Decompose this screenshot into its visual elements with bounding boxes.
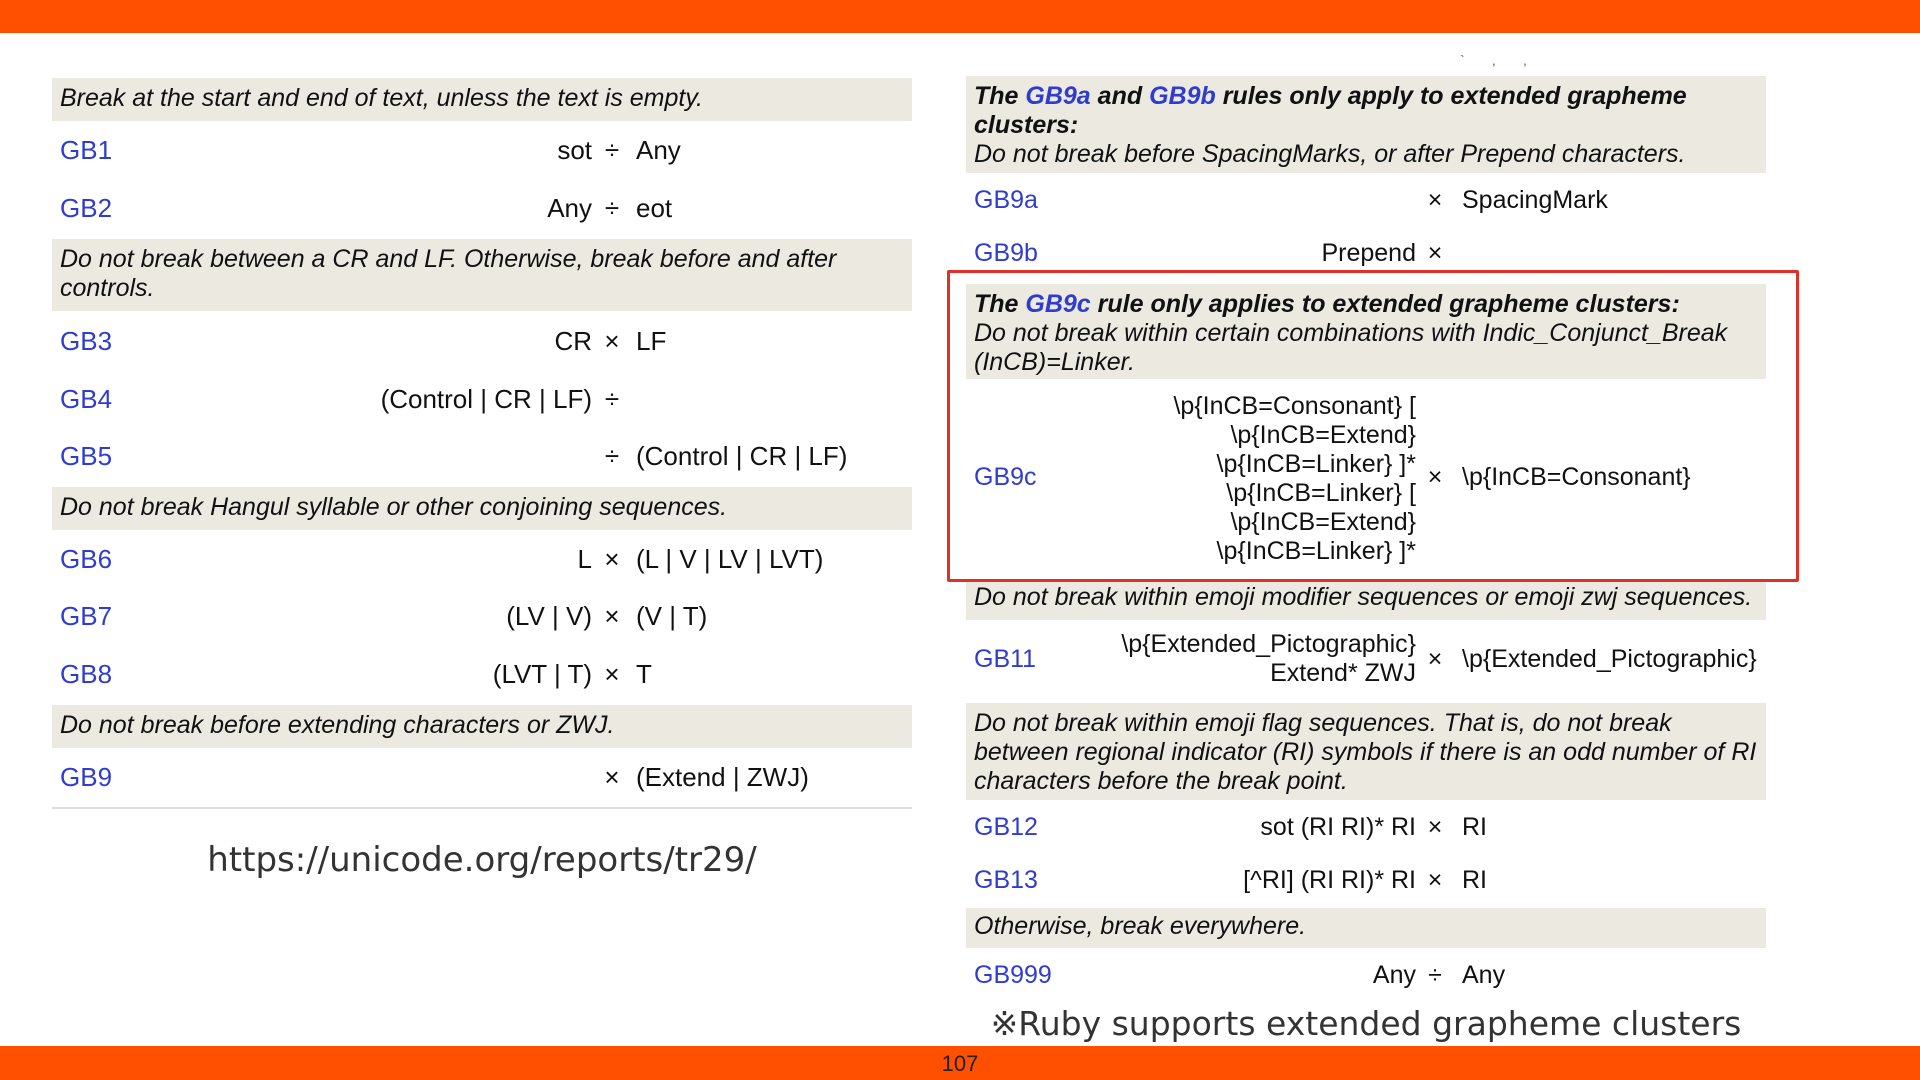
section-header-gb1-gb2: Break at the start and end of text, unless the text is empty. bbox=[52, 78, 912, 121]
section-header-gb9: Do not break before extending characters or ZWJ. bbox=[52, 705, 912, 748]
rule-operator: × bbox=[604, 601, 620, 631]
rule-operator: × bbox=[604, 659, 620, 689]
rule-lhs: (LVT | T) bbox=[492, 659, 592, 689]
rule-id-link[interactable]: GB6 bbox=[60, 544, 113, 574]
rule-ref-link[interactable]: GB9a bbox=[1025, 82, 1091, 110]
rule-operator: × bbox=[1427, 813, 1443, 841]
rule-operator: ÷ bbox=[604, 193, 620, 223]
rule-rhs: T bbox=[636, 659, 652, 689]
rule-operator: ÷ bbox=[604, 384, 620, 414]
gb9c-highlight-box bbox=[947, 270, 1799, 582]
top-accent-bar bbox=[0, 0, 1920, 33]
rule-id-link[interactable]: GB1 bbox=[60, 135, 113, 165]
rule-lhs-multiline: \p{InCB=Consonant} [ \p{InCB=Extend} \p{InCB=Linker} ]* \p{InCB=Linker} [ \p{InCB=Extend} \p{InCB=Linker} ]* bbox=[1173, 392, 1416, 565]
clipped-text-fragment: ` , , bbox=[1460, 52, 1527, 68]
rule-operator: × bbox=[604, 762, 620, 792]
reference-url[interactable]: https://unicode.org/reports/tr29/ bbox=[207, 840, 757, 880]
rule-id-link[interactable]: GB9 bbox=[60, 762, 113, 792]
rule-rhs: SpacingMark bbox=[1462, 186, 1608, 214]
rule-rhs: \p{Extended_Pictographic} bbox=[1462, 645, 1757, 673]
section-header-gb12-gb13: Do not break within emoji flag sequences. That is, do not break between regional indicator (RI) symbols if there is an odd number of RI characters before the break point. bbox=[966, 703, 1766, 800]
rule-id-link[interactable]: GB999 bbox=[974, 961, 1052, 989]
rule-ref-link[interactable]: GB9c bbox=[1025, 290, 1091, 318]
rule-operator: × bbox=[1427, 645, 1443, 673]
rule-operator: × bbox=[1427, 186, 1443, 214]
rule-rhs: Any bbox=[1462, 961, 1506, 989]
rule-operator: × bbox=[1427, 239, 1443, 267]
section-header-gb6-gb8: Do not break Hangul syllable or other conjoining sequences. bbox=[52, 487, 912, 530]
rule-lhs-multiline: \p{Extended_Pictographic} Extend* ZWJ bbox=[1121, 630, 1416, 687]
rule-gb11 bbox=[966, 630, 1766, 690]
rule-rhs: Any bbox=[636, 135, 681, 165]
rule-id-link[interactable]: GB9a bbox=[974, 186, 1038, 214]
rule-rhs: (Control | CR | LF) bbox=[636, 441, 848, 471]
rule-lhs: (LV | V) bbox=[506, 601, 592, 631]
rule-rhs: RI bbox=[1462, 813, 1487, 841]
section-header-gb11: Do not break within emoji modifier sequences or emoji zwj sequences. bbox=[966, 580, 1766, 620]
rule-operator: × bbox=[604, 544, 620, 574]
rule-lhs: Prepend bbox=[1321, 239, 1416, 267]
rule-id-link[interactable]: GB12 bbox=[974, 813, 1038, 841]
ruby-support-footnote: ※Ruby supports extended grapheme clusters bbox=[990, 1004, 1742, 1043]
rule-lhs: sot bbox=[557, 135, 592, 165]
rule-lhs: Any bbox=[1372, 961, 1416, 989]
rule-id-link[interactable]: GB3 bbox=[60, 326, 113, 356]
rule-lhs: Any bbox=[547, 193, 592, 223]
rule-operator: × bbox=[1427, 866, 1443, 894]
rule-lhs: (Control | CR | LF) bbox=[380, 384, 592, 414]
rule-lhs: L bbox=[577, 544, 592, 574]
rule-rhs: \p{InCB=Consonant} bbox=[1462, 463, 1691, 491]
rule-id-link[interactable]: GB9b bbox=[974, 239, 1038, 267]
rule-rhs: (V | T) bbox=[636, 601, 708, 631]
rule-rhs: (L | V | LV | LVT) bbox=[636, 544, 824, 574]
section-header-gb9c: The GB9c rule only applies to extended grapheme clusters: Do not break within certain combinations with Indic_Conjunct_Break (InCB)=Linker. bbox=[966, 284, 1766, 379]
rule-lhs: [^RI] (RI RI)* RI bbox=[1243, 866, 1416, 894]
rule-rhs: eot bbox=[636, 193, 673, 223]
rule-id-link[interactable]: GB7 bbox=[60, 601, 113, 631]
rule-id-link[interactable]: GB8 bbox=[60, 659, 113, 689]
rule-id-link[interactable]: GB4 bbox=[60, 384, 113, 414]
rule-operator: ÷ bbox=[604, 441, 620, 471]
rule-operator: ÷ bbox=[1428, 961, 1442, 989]
section-header-gb3-gb5: Do not break between a CR and LF. Otherwise, break before and after controls. bbox=[52, 239, 912, 311]
rule-id-link[interactable]: GB5 bbox=[60, 441, 113, 471]
rule-operator: × bbox=[1427, 463, 1443, 491]
table-bottom-divider bbox=[52, 807, 912, 809]
rule-rhs: (Extend | ZWJ) bbox=[636, 762, 809, 792]
rule-lhs: sot (RI RI)* RI bbox=[1260, 813, 1416, 841]
rule-lhs: CR bbox=[554, 326, 592, 356]
section-header-gb9a-gb9b: The GB9a and GB9b rules only apply to extended grapheme clusters: Do not break before SpacingMarks, or after Prepend characters. bbox=[966, 76, 1766, 173]
rule-rhs: LF bbox=[636, 326, 667, 356]
rule-id-link[interactable]: GB13 bbox=[974, 866, 1038, 894]
page-number: 107 bbox=[941, 1051, 979, 1076]
rule-id-link[interactable]: GB11 bbox=[974, 645, 1037, 673]
section-header-gb999: Otherwise, break everywhere. bbox=[966, 908, 1766, 948]
rule-rhs: RI bbox=[1462, 866, 1487, 894]
rule-id-link[interactable]: GB2 bbox=[60, 193, 113, 223]
rule-ref-link[interactable]: GB9b bbox=[1149, 82, 1216, 110]
rule-id-link[interactable]: GB9c bbox=[974, 463, 1037, 491]
rule-operator: × bbox=[604, 326, 620, 356]
rule-operator: ÷ bbox=[604, 135, 620, 165]
